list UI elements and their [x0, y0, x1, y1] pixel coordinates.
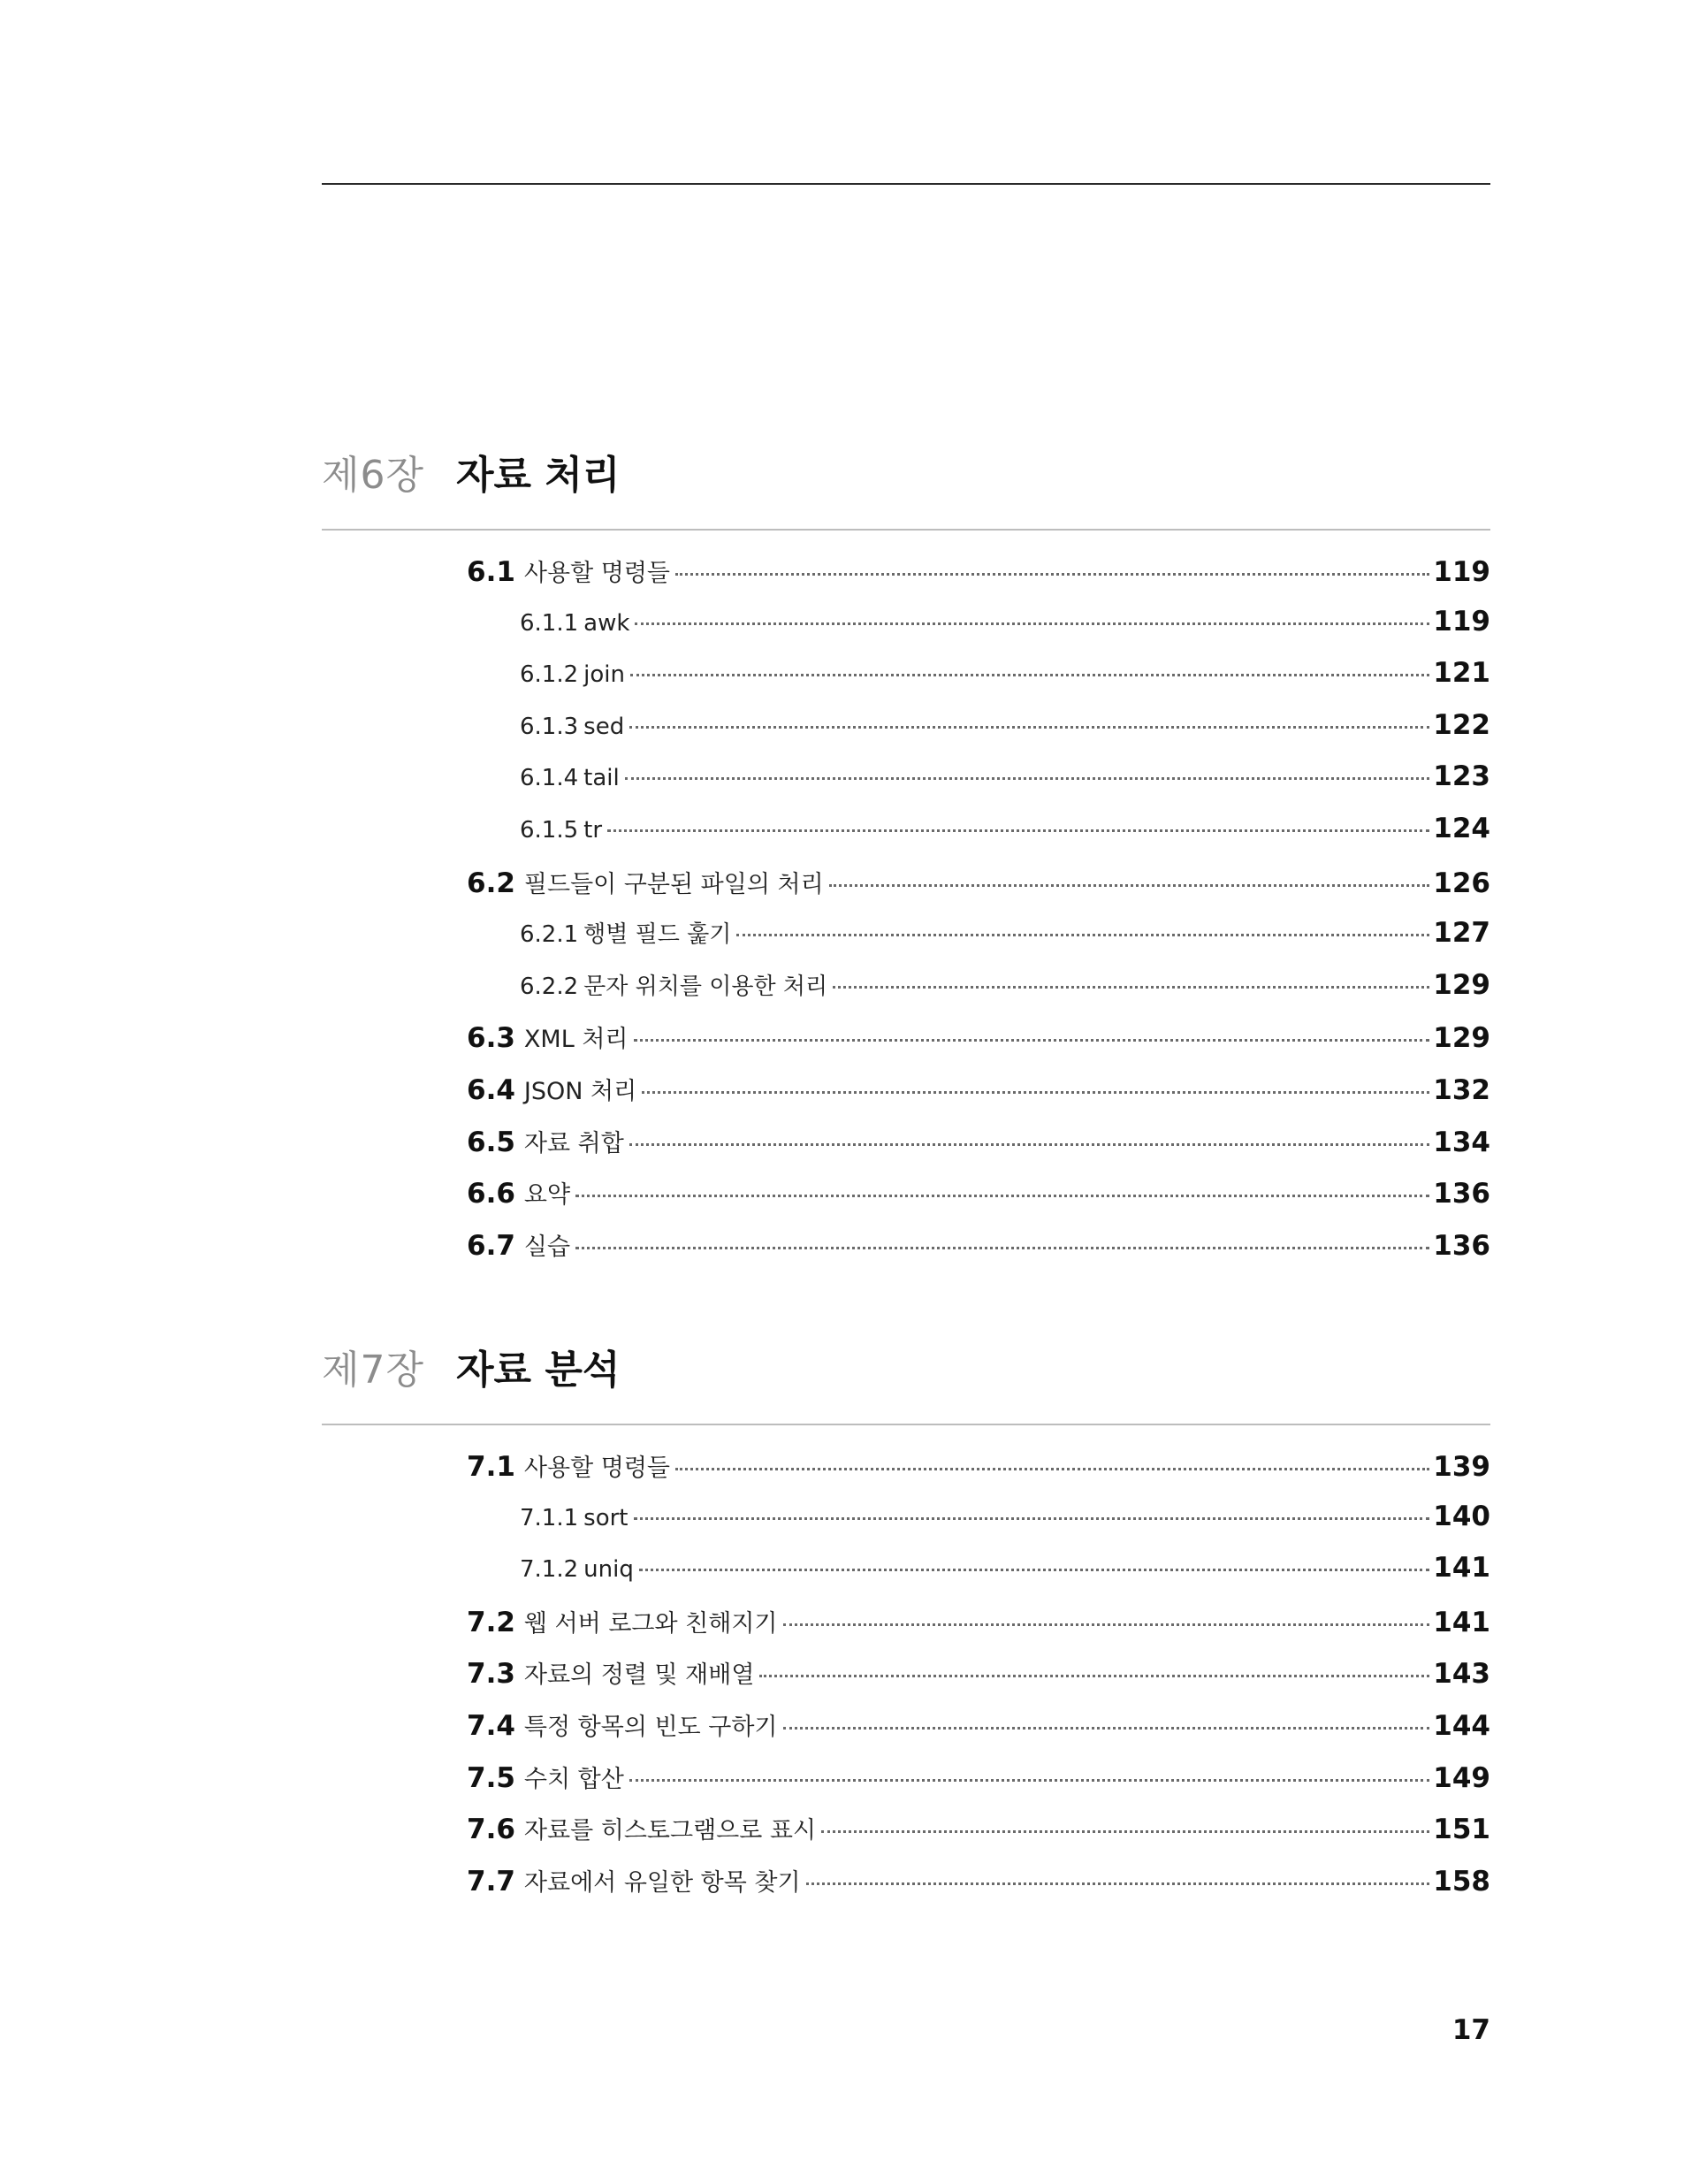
toc-subsection-entry — [322, 760, 1490, 813]
entry-page-number: 149 — [1433, 1761, 1490, 1794]
entry-page-number: 119 — [1433, 556, 1490, 588]
toc-entries — [322, 554, 1490, 1279]
entry-page-number: 121 — [1433, 657, 1490, 690]
chapter-number: 제6장 — [322, 453, 425, 498]
toc-section-entry — [322, 1175, 1490, 1227]
toc-subsection-entry — [322, 1552, 1490, 1604]
entry-title: 자료를 히스토그램으로 표시 — [523, 1817, 817, 1845]
entry-title: JSON 처리 — [523, 1077, 637, 1105]
entry-number: 7.7 — [467, 1865, 515, 1898]
entry-page-number: 139 — [1433, 1451, 1490, 1483]
toc-section-entry — [322, 1707, 1490, 1760]
entry-page-number: 124 — [1433, 812, 1490, 844]
entry-title: tail — [583, 765, 620, 792]
entry-title: 요약 — [523, 1181, 571, 1210]
entry-page-number: 132 — [1433, 1073, 1490, 1106]
entry-page-number: 127 — [1433, 917, 1490, 950]
entry-title: sed — [583, 713, 625, 740]
entry-number: 6.2 — [467, 867, 515, 899]
entry-number: 6.1 — [467, 556, 515, 588]
toc-section-entry — [322, 554, 1490, 606]
entry-title: join — [583, 661, 625, 689]
entry-title: 사용할 명령들 — [523, 1455, 670, 1482]
entry-number: 6.7 — [467, 1229, 515, 1262]
dot-leader — [625, 777, 1430, 780]
entry-page-number: 141 — [1433, 1552, 1490, 1585]
toc-section-entry — [322, 865, 1490, 917]
page-number: 17 — [1451, 2014, 1490, 2046]
entry-page-number: 136 — [1433, 1178, 1490, 1210]
toc-subsection-entry — [322, 709, 1490, 761]
entry-number: 7.6 — [467, 1814, 515, 1846]
chapter-heading — [322, 1344, 1490, 1406]
toc-section-entry — [322, 1655, 1490, 1707]
entry-title: 수치 합산 — [523, 1765, 624, 1793]
toc-section-entry — [322, 1604, 1490, 1656]
entry-title: 자료에서 유일한 항목 찾기 — [523, 1868, 801, 1897]
dot-leader — [634, 1517, 1430, 1520]
entry-title: awk — [583, 609, 630, 637]
entry-page-number: 119 — [1433, 605, 1490, 638]
dot-leader — [806, 1882, 1430, 1885]
entry-title: 실습 — [523, 1233, 571, 1261]
entry-page-number: 122 — [1433, 708, 1490, 741]
toc-section-entry — [322, 1760, 1490, 1812]
entry-title: 웹 서버 로그와 친해지기 — [523, 1609, 778, 1638]
toc-section-entry — [322, 1448, 1490, 1501]
entry-title: XML 처리 — [523, 1026, 629, 1054]
toc-subsection-entry — [322, 916, 1490, 968]
dot-leader — [629, 726, 1429, 729]
entry-number: 6.1.4 — [520, 765, 579, 792]
entry-page-number: 136 — [1433, 1229, 1490, 1262]
entry-title: 사용할 명령들 — [523, 560, 670, 587]
entry-number: 6.2.1 — [520, 921, 579, 949]
chapter-number: 제7장 — [322, 1348, 425, 1393]
entry-number: 7.3 — [467, 1658, 515, 1691]
entry-number: 6.1.2 — [520, 661, 579, 689]
toc-section-entry — [322, 1811, 1490, 1863]
dot-leader — [821, 1830, 1429, 1833]
entry-title: tr — [583, 816, 603, 844]
chapter-7 — [322, 1344, 1490, 1914]
entry-number: 7.5 — [467, 1761, 515, 1794]
entry-title: 필드들이 구분된 파일의 처리 — [523, 870, 824, 898]
chapter-rule — [322, 1424, 1490, 1425]
entry-title: uniq — [583, 1556, 634, 1584]
dot-leader — [736, 934, 1429, 936]
entry-page-number: 126 — [1433, 867, 1490, 899]
chapter-rule — [322, 529, 1490, 531]
dot-leader — [783, 1727, 1430, 1730]
toc-subsection-entry — [322, 657, 1490, 709]
entry-page-number: 140 — [1433, 1500, 1490, 1532]
entry-number: 7.4 — [467, 1709, 515, 1742]
dot-leader — [759, 1675, 1429, 1677]
toc-entries — [322, 1448, 1490, 1914]
dot-leader — [675, 1468, 1429, 1470]
entry-number: 7.1.2 — [520, 1556, 579, 1584]
chapter-title: 자료 처리 — [456, 453, 621, 498]
chapter-heading — [322, 449, 1490, 511]
entry-number: 7.1 — [467, 1451, 515, 1483]
entry-title: 문자 위치를 이용한 처리 — [583, 973, 828, 1000]
dot-leader — [607, 829, 1429, 832]
dot-leader — [642, 1091, 1429, 1094]
entry-page-number: 129 — [1433, 1022, 1490, 1055]
toc-subsection-entry — [322, 606, 1490, 658]
entry-number: 6.3 — [467, 1022, 515, 1055]
chapter-6 — [322, 449, 1490, 1279]
dot-leader — [630, 674, 1429, 676]
dot-leader — [635, 622, 1429, 625]
top-rule — [322, 183, 1490, 185]
entry-title: 특정 항목의 빈도 구하기 — [523, 1713, 778, 1741]
entry-number: 6.1.1 — [520, 609, 579, 637]
entry-page-number: 144 — [1433, 1709, 1490, 1742]
dot-leader — [829, 884, 1430, 887]
toc-section-entry — [322, 1863, 1490, 1915]
dot-leader — [675, 573, 1429, 576]
toc-subsection-entry — [322, 968, 1490, 1020]
entry-number: 7.1.1 — [520, 1504, 579, 1531]
entry-title: 행별 필드 훑기 — [583, 921, 732, 949]
dot-leader — [575, 1195, 1429, 1197]
entry-page-number: 158 — [1433, 1865, 1490, 1898]
entry-page-number: 141 — [1433, 1606, 1490, 1638]
entry-number: 6.6 — [467, 1178, 515, 1210]
toc-subsection-entry — [322, 1501, 1490, 1553]
dot-leader — [634, 1039, 1430, 1042]
entry-page-number: 129 — [1433, 968, 1490, 1001]
toc-section-entry — [322, 1227, 1490, 1279]
entry-title: sort — [583, 1504, 629, 1531]
entry-page-number: 151 — [1433, 1814, 1490, 1846]
entry-number: 7.2 — [467, 1606, 515, 1638]
dot-leader — [629, 1779, 1429, 1782]
entry-number: 6.1.3 — [520, 713, 579, 740]
entry-number: 6.1.5 — [520, 816, 579, 844]
dot-leader — [783, 1623, 1430, 1626]
toc-section-entry — [322, 1072, 1490, 1124]
dot-leader — [629, 1143, 1429, 1146]
toc-section-entry — [322, 1019, 1490, 1072]
dot-leader — [833, 986, 1429, 989]
entry-number: 6.4 — [467, 1073, 515, 1106]
entry-page-number: 123 — [1433, 760, 1490, 793]
entry-title: 자료 취합 — [523, 1129, 624, 1157]
dot-leader — [575, 1247, 1429, 1249]
entry-number: 6.2.2 — [520, 973, 579, 1000]
entry-number: 6.5 — [467, 1126, 515, 1158]
toc-subsection-entry — [322, 813, 1490, 865]
dot-leader — [639, 1569, 1429, 1571]
entry-page-number: 143 — [1433, 1658, 1490, 1691]
entry-page-number: 134 — [1433, 1126, 1490, 1158]
toc-section-entry — [322, 1124, 1490, 1176]
entry-title: 자료의 정렬 및 재배열 — [523, 1661, 755, 1690]
chapter-title: 자료 분석 — [456, 1348, 621, 1393]
